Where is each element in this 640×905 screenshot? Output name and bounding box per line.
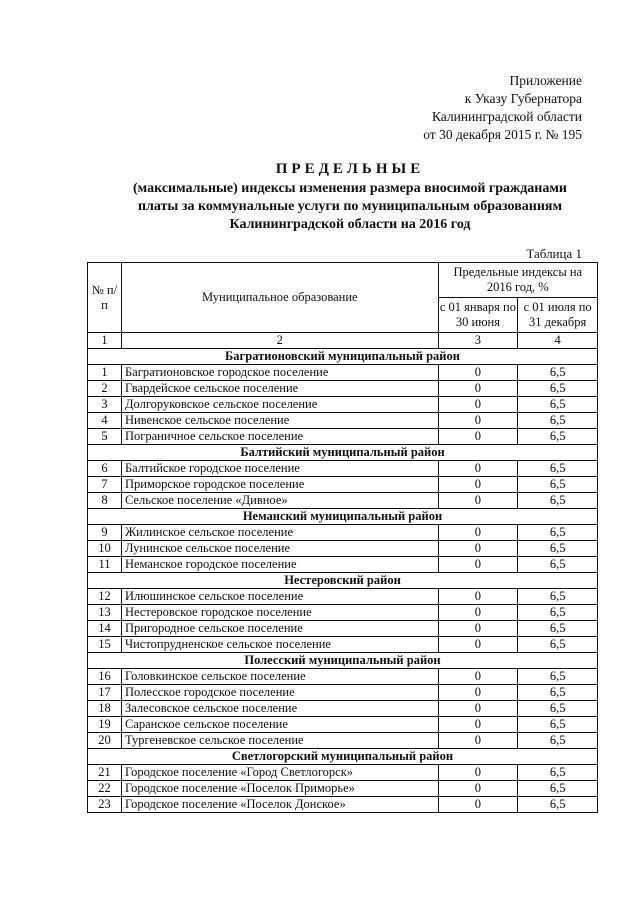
header-num: № п/п (88, 263, 122, 333)
table-row (88, 717, 598, 733)
district-row (88, 653, 598, 669)
row-number: 3 (88, 397, 122, 413)
row-index-h1: 0 (438, 541, 518, 557)
table-body (88, 349, 598, 813)
colnum-4: 4 (518, 333, 598, 349)
row-index-h2: 6,5 (518, 477, 598, 493)
row-municipality: Городское поселение «Город Светлогорск» (121, 765, 438, 781)
table-row (88, 685, 598, 701)
row-municipality: Полесское городское поселение (121, 685, 438, 701)
row-municipality: Залесовское сельское поселение (121, 701, 438, 717)
row-number: 18 (88, 701, 122, 717)
row-index-h1: 0 (438, 717, 518, 733)
table-row (88, 781, 598, 797)
header-col4: с 01 июля по 31 декабря (518, 298, 598, 333)
row-number: 11 (88, 557, 122, 573)
row-index-h2: 6,5 (518, 797, 598, 813)
row-number: 15 (88, 637, 122, 653)
table-row (88, 477, 598, 493)
row-index-h2: 6,5 (518, 781, 598, 797)
row-municipality: Городское поселение «Поселок Приморье» (121, 781, 438, 797)
appendix-block (423, 72, 582, 144)
district-row (88, 749, 598, 765)
row-index-h2: 6,5 (518, 557, 598, 573)
district-row (88, 445, 598, 461)
district-name: Багратионовский муниципальный район (88, 349, 598, 365)
table-row (88, 381, 598, 397)
table-row (88, 541, 598, 557)
table-row (88, 589, 598, 605)
row-index-h2: 6,5 (518, 413, 598, 429)
table-row (88, 413, 598, 429)
table-row (88, 605, 598, 621)
title-sub-1: (максимальные) индексы изменения размера вносимой гражданами (133, 181, 567, 196)
row-index-h1: 0 (438, 765, 518, 781)
row-municipality: Илюшинское сельское поселение (121, 589, 438, 605)
row-number: 19 (88, 717, 122, 733)
row-index-h2: 6,5 (518, 589, 598, 605)
district-name: Неманский муниципальный район (88, 509, 598, 525)
table-row (88, 765, 598, 781)
row-index-h2: 6,5 (518, 637, 598, 653)
row-index-h1: 0 (438, 797, 518, 813)
table-row (88, 669, 598, 685)
row-index-h1: 0 (438, 381, 518, 397)
appendix-line-3: Калининградской области (431, 109, 582, 124)
row-number: 4 (88, 413, 122, 429)
row-number: 21 (88, 765, 122, 781)
row-index-h2: 6,5 (518, 605, 598, 621)
appendix-line-1: Приложение (509, 73, 582, 88)
row-number: 2 (88, 381, 122, 397)
table-row (88, 525, 598, 541)
row-municipality: Тургеневское сельское поселение (121, 733, 438, 749)
row-index-h1: 0 (438, 605, 518, 621)
title-sub-3: Калининградской области на 2016 год (229, 217, 471, 232)
table-row (88, 797, 598, 813)
row-index-h2: 6,5 (518, 733, 598, 749)
row-index-h2: 6,5 (518, 429, 598, 445)
row-index-h1: 0 (438, 701, 518, 717)
district-row (88, 509, 598, 525)
row-number: 17 (88, 685, 122, 701)
row-index-h1: 0 (438, 589, 518, 605)
district-name: Полесский муниципальный район (88, 653, 598, 669)
row-municipality: Жилинское сельское поселение (121, 525, 438, 541)
table-row (88, 637, 598, 653)
row-number: 20 (88, 733, 122, 749)
row-number: 12 (88, 589, 122, 605)
table-row (88, 621, 598, 637)
row-municipality: Долгоруковское сельское поселение (121, 397, 438, 413)
row-index-h2: 6,5 (518, 493, 598, 509)
row-number: 23 (88, 797, 122, 813)
row-index-h1: 0 (438, 685, 518, 701)
row-municipality: Приморское городское поселение (121, 477, 438, 493)
district-name: Светлогорский муниципальный район (88, 749, 598, 765)
title-sub-2: платы за коммунальные услуги по муниципальным образованиям (137, 199, 563, 214)
row-index-h2: 6,5 (518, 701, 598, 717)
appendix-line-4: от 30 декабря 2015 г. № 195 (423, 127, 582, 142)
row-index-h2: 6,5 (518, 525, 598, 541)
table-row (88, 701, 598, 717)
row-index-h1: 0 (438, 397, 518, 413)
header-col3: с 01 января по 30 июня (438, 298, 518, 333)
row-municipality: Пограничное сельское поселение (121, 429, 438, 445)
row-index-h1: 0 (438, 493, 518, 509)
row-municipality: Чистопрудненское сельское поселение (121, 637, 438, 653)
row-municipality: Багратионовское городское поселение (121, 365, 438, 381)
row-number: 5 (88, 429, 122, 445)
header-name: Муниципальное образование (121, 263, 438, 333)
row-index-h2: 6,5 (518, 717, 598, 733)
row-index-h2: 6,5 (518, 541, 598, 557)
row-number: 7 (88, 477, 122, 493)
row-index-h1: 0 (438, 781, 518, 797)
row-index-h1: 0 (438, 637, 518, 653)
row-number: 6 (88, 461, 122, 477)
row-index-h1: 0 (438, 621, 518, 637)
row-number: 14 (88, 621, 122, 637)
table-row (88, 733, 598, 749)
table-label: Таблица 1 (526, 246, 582, 261)
row-municipality: Балтийское городское поселение (121, 461, 438, 477)
row-municipality: Городское поселение «Поселок Донское» (121, 797, 438, 813)
row-municipality: Головкинское сельское поселение (121, 669, 438, 685)
district-name: Балтийский муниципальный район (88, 445, 598, 461)
district-row (88, 573, 598, 589)
row-municipality: Неманское городское поселение (121, 557, 438, 573)
row-municipality: Саранское сельское поселение (121, 717, 438, 733)
row-index-h2: 6,5 (518, 669, 598, 685)
row-number: 16 (88, 669, 122, 685)
row-index-h2: 6,5 (518, 397, 598, 413)
row-index-h1: 0 (438, 429, 518, 445)
title-main: ПРЕДЕЛЬНЫЕ (275, 161, 425, 177)
table-row (88, 397, 598, 413)
row-index-h1: 0 (438, 669, 518, 685)
row-number: 9 (88, 525, 122, 541)
row-index-h1: 0 (438, 557, 518, 573)
row-index-h2: 6,5 (518, 685, 598, 701)
row-number: 22 (88, 781, 122, 797)
row-index-h1: 0 (438, 413, 518, 429)
row-index-h2: 6,5 (518, 461, 598, 477)
row-municipality: Сельское поселение «Дивное» (121, 493, 438, 509)
table-row (88, 429, 598, 445)
column-numbers-row (88, 333, 598, 349)
row-number: 13 (88, 605, 122, 621)
table-row (88, 365, 598, 381)
header-group: Предельные индексы на 2016 год, % (438, 263, 597, 298)
row-index-h1: 0 (438, 733, 518, 749)
colnum-2: 2 (121, 333, 438, 349)
row-index-h2: 6,5 (518, 621, 598, 637)
row-municipality: Нестеровское городское поселение (121, 605, 438, 621)
district-name: Нестеровский район (88, 573, 598, 589)
row-municipality: Гвардейское сельское поселение (121, 381, 438, 397)
table-row (88, 461, 598, 477)
document-title (90, 160, 610, 234)
row-index-h2: 6,5 (518, 365, 598, 381)
district-row (88, 349, 598, 365)
table-row (88, 557, 598, 573)
row-municipality: Нивенское сельское поселение (121, 413, 438, 429)
row-index-h1: 0 (438, 365, 518, 381)
row-municipality: Лунинское сельское поселение (121, 541, 438, 557)
row-number: 8 (88, 493, 122, 509)
row-index-h2: 6,5 (518, 765, 598, 781)
row-index-h1: 0 (438, 525, 518, 541)
colnum-3: 3 (438, 333, 518, 349)
row-index-h1: 0 (438, 477, 518, 493)
appendix-line-2: к Указу Губернатора (464, 91, 582, 106)
table-row (88, 493, 598, 509)
row-index-h1: 0 (438, 461, 518, 477)
row-number: 10 (88, 541, 122, 557)
colnum-1: 1 (88, 333, 122, 349)
row-index-h2: 6,5 (518, 381, 598, 397)
row-number: 1 (88, 365, 122, 381)
indices-table (87, 262, 598, 813)
row-municipality: Пригородное сельское поселение (121, 621, 438, 637)
